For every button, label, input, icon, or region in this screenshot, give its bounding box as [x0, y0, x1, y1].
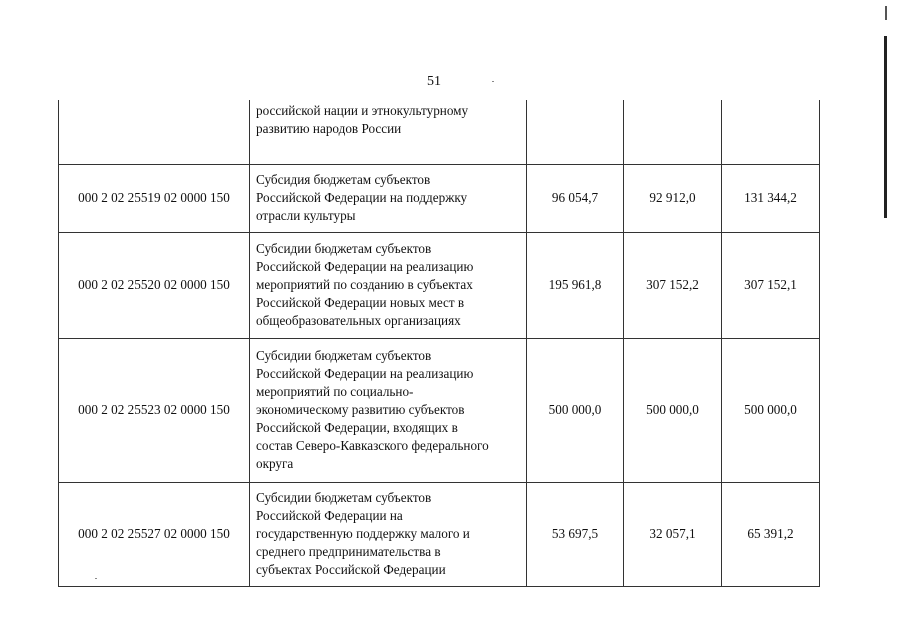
- amount-year-3: [722, 100, 820, 164]
- amount-year-2: [624, 100, 722, 164]
- description-line: Российской Федерации на реализацию: [256, 259, 474, 274]
- amount-year-1: 195 961,8: [527, 232, 624, 338]
- table-row: [59, 482, 820, 586]
- description-line: Российской Федерации на поддержку: [256, 190, 468, 205]
- amount-year-1: 53 697,5: [527, 482, 624, 586]
- row-description: [250, 232, 527, 338]
- budget-code: 000 2 02 25520 02 0000 150: [59, 232, 250, 338]
- table-row: [59, 232, 820, 338]
- amount-year-2: 32 057,1: [624, 482, 722, 586]
- budget-code: 000 2 02 25519 02 0000 150: [59, 164, 250, 232]
- amount-year-1: 500 000,0: [527, 338, 624, 482]
- description-line: отрасли культуры: [256, 208, 356, 223]
- budget-code: 000 2 02 25523 02 0000 150: [59, 338, 250, 482]
- row-description: [250, 164, 527, 232]
- row-description: [250, 100, 527, 164]
- page-number: 51: [427, 74, 441, 89]
- description-line: мероприятий по созданию в субъектах: [256, 277, 473, 292]
- table-row: [59, 100, 820, 164]
- description-line: состав Северо-Кавказского федерального: [256, 438, 489, 453]
- budget-code: [59, 100, 250, 164]
- scan-edge-bar: [884, 36, 887, 218]
- description-line: экономическому развитию субъектов: [256, 402, 465, 417]
- description-line: Российской Федерации, входящих в: [256, 420, 458, 435]
- table-row: [59, 338, 820, 482]
- table-row: [59, 164, 820, 232]
- description-line: Субсидия бюджетам субъектов: [256, 172, 431, 187]
- description-line: общеобразовательных организациях: [256, 313, 461, 328]
- amount-year-2: 500 000,0: [624, 338, 722, 482]
- description-line: округа: [256, 456, 294, 471]
- description-line: субъектах Российской Федерации: [256, 562, 446, 577]
- amount-year-1: [527, 100, 624, 164]
- budget-table: [58, 100, 820, 587]
- budget-code: 000 2 02 25527 02 0000 150: [59, 482, 250, 586]
- description-line: Субсидии бюджетам субъектов: [256, 348, 432, 363]
- description-line: российской нации и этнокультурному: [256, 103, 469, 118]
- description-line: Субсидии бюджетам субъектов: [256, 490, 432, 505]
- amount-year-3: 65 391,2: [722, 482, 820, 586]
- scan-edge-mark: [885, 6, 887, 20]
- amount-year-2: 92 912,0: [624, 164, 722, 232]
- amount-year-3: 131 344,2: [722, 164, 820, 232]
- description-line: мероприятий по социально-: [256, 384, 414, 399]
- amount-year-1: 96 054,7: [527, 164, 624, 232]
- scan-speck: [492, 81, 494, 82]
- row-description: [250, 338, 527, 482]
- description-line: развитию народов России: [256, 121, 402, 136]
- description-line: государственную поддержку малого и: [256, 526, 470, 541]
- description-line: Субсидии бюджетам субъектов: [256, 241, 432, 256]
- description-line: Российской Федерации на: [256, 508, 403, 523]
- amount-year-3: 307 152,1: [722, 232, 820, 338]
- description-line: Российской Федерации на реализацию: [256, 366, 474, 381]
- amount-year-2: 307 152,2: [624, 232, 722, 338]
- description-line: среднего предпринимательства в: [256, 544, 441, 559]
- row-description: [250, 482, 527, 586]
- description-line: Российской Федерации новых мест в: [256, 295, 465, 310]
- amount-year-3: 500 000,0: [722, 338, 820, 482]
